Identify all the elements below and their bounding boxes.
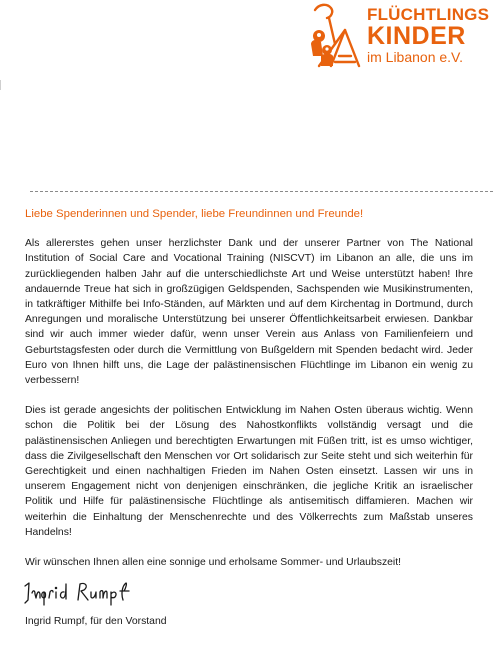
logo-wordmark xyxy=(367,6,489,64)
dashed-divider xyxy=(30,191,493,192)
salutation: Liebe Spenderinnen und Spender, liebe Freundinnen und Freunde! xyxy=(25,208,364,220)
logo-line-2: KINDER xyxy=(367,22,466,50)
handwritten-signature xyxy=(23,580,163,606)
letter-body xyxy=(25,207,473,629)
organization-logo xyxy=(305,0,493,72)
paragraph-politics: Dies ist gerade angesichts der politischen Entwicklung im Nahen Osten überaus wichtig. Wenn schon die Politik bei der Lösung des Nahostkonflikts vollständig versagt und die palästinensischen Anliegen und berechtigten Erwartungen mit Füßen tritt, ist es umso wichtiger, dass die Zivilgesellschaft den Menschen vor Ort solidarisch zur Seite steht und sich weiterhin für Gerechtigkeit und einen nachhaltigen Frieden im Nahen Osten einsetzt. Lassen wir uns in unserem Engagement nicht von denjenigen einschränken, die jegliche Kritik an israelischer Politik und Hilfe für palästinensische Flüchtlinge als antisemitisch diffamieren. Machen wir weiterhin die Einhaltung der Menschenrechte und des Völkerrechts zum Maßstab unseres Handelns! xyxy=(25,405,473,538)
logo-line-3: im Libanon e.V. xyxy=(367,49,463,65)
page-edge-mark xyxy=(0,80,4,90)
paragraph-thanks: Als allererstes gehen unser herzlichster Dank und der unserer Partner von The National Institution of Social Care and Vocational Training (NISCVT) im Libanon an alle, die uns im zurückliegenden halben Jahr auf die unterschiedlichste Art und Weise unterstützt haben! Ihre andauernde Treue hat sich in großzügigen Geldspenden, Sachspenden wie Musikinstrumenten, in tatkräftiger Mithilfe bei Info-Ständen, auf Märkten und auf dem Kirchentag in Dortmund, durch Anregungen und moralische Unterstützung bei unserer Öffentlichkeitsarbeit erwiesen. Dankbar sind wir auch immer wieder dafür, wenn unser Verein aus Anlass von Familienfeiern und Geburtstagsfesten oder durch die Vermittlung von Bußgeldern mit Spenden bedacht wird. Jeder Euro von Ihnen hilft uns, die Lage der palästinensischen Flüchtlinge im Libanon ein wenig zu verbessern! xyxy=(25,238,473,387)
closing-wish: Wir wünschen Ihnen allen eine sonnige und erholsame Sommer- und Urlaubszeit! xyxy=(25,557,401,569)
signer-line: Ingrid Rumpf, für den Vorstand xyxy=(25,616,167,628)
logo-line-1: FLÜCHTLINGS xyxy=(367,5,490,24)
